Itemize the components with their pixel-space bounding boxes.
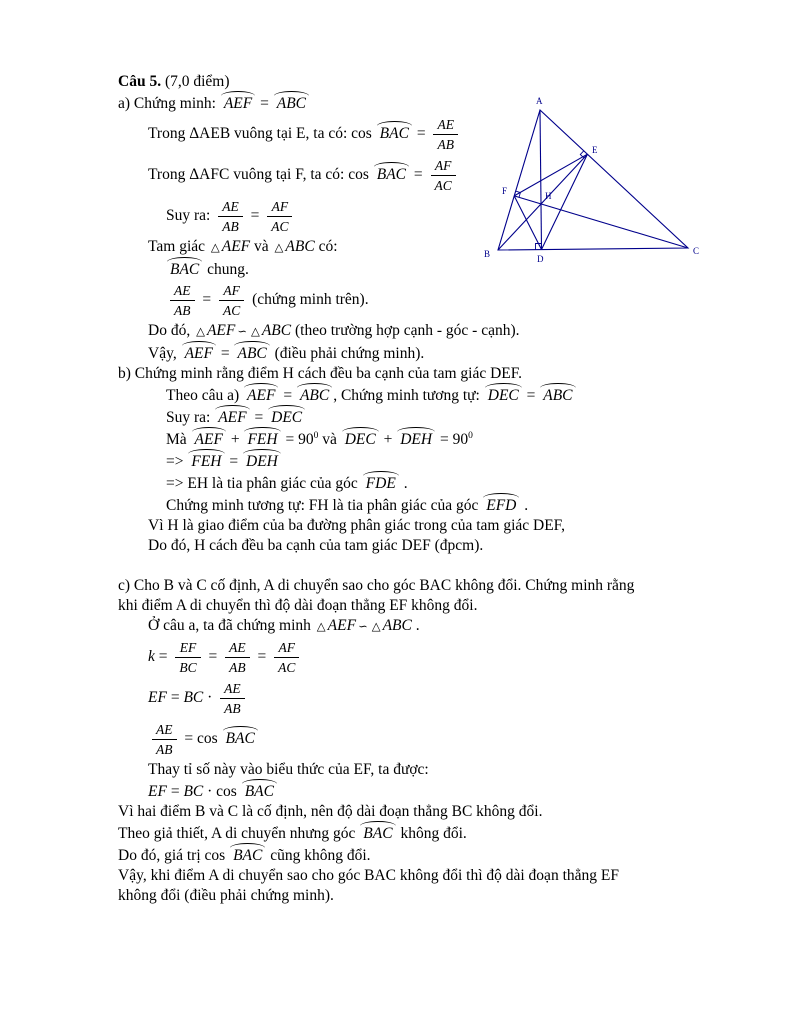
math-symbol: ∽ [358,621,368,633]
text-span: (theo trường hợp cạnh - góc - cạnh). [291,322,520,339]
numerator: AF [274,639,299,658]
text-line [118,450,693,472]
angle-arc: DEC [342,428,379,450]
numerator: AE [433,116,458,135]
denominator: AB [174,303,191,318]
math-symbol: ∽ [237,326,247,338]
math-italic: BC [183,689,204,707]
text-span: cũng không đổi. [266,847,371,864]
text-line [118,616,693,637]
text-span: = [166,689,184,707]
fraction [274,639,299,676]
text-span: Ở câu a, ta đã chứng minh [148,617,315,634]
text-span: không đổi (điều phải chứng minh). [118,887,334,904]
text-span: = [522,387,540,404]
altitude-ad [540,110,542,250]
text-line [118,384,693,406]
text-span: Vì hai điểm B và C là cố định, nên độ dài đoạn thẳng BC không đổi. [118,803,543,820]
text-span: Do đó, H cách đều ba cạnh của tam giác DEF (đpcm). [148,537,484,554]
text-span: Suy ra: [166,207,215,225]
angle-arc: BAC [167,258,202,280]
math-italic: AEF [206,322,236,339]
text-span: = 90 [281,431,314,448]
point-label-c: C [693,246,700,256]
text-span: + [379,431,397,448]
angle-arc: AEF [182,342,216,364]
angle-arc: BAC [242,780,277,802]
text-span: Do đó, [148,322,195,339]
math-symbol: △ [210,242,220,254]
text-span: => EH là tia phân giác của góc [166,475,362,492]
denominator: AB [229,660,246,675]
text-span: Trong ΔAFC vuông tại F, ta có: cos [148,166,373,184]
math-italic: AEF [221,238,251,255]
fraction [433,116,458,153]
fraction [218,198,243,235]
denominator: AB [156,742,173,757]
text-span: c) Cho B và C cố định, A di chuyển sao cho góc BAC không đổi. Chứng minh rằng [118,577,635,594]
math-symbol: △ [371,621,381,633]
text-span: a) Chứng minh: [118,95,220,112]
text-span: = [256,95,273,112]
altitude-cf [514,196,688,248]
text-span: = [279,387,296,404]
numerator: AF [431,157,456,176]
text-span: = [166,783,184,800]
angle-arc: AEF [221,92,255,114]
text-line [118,719,693,760]
altitude-be [498,154,587,250]
point-label-b: B [484,249,491,259]
text-line [118,556,693,576]
text-line [118,494,693,516]
text-span: = [204,648,222,666]
fraction [152,721,177,758]
point-label-a: A [536,96,543,106]
numerator: AE [225,639,250,658]
math-symbol: △ [274,242,284,254]
angle-arc: AEF [215,406,249,428]
text-span: (7,0 điểm) [161,73,230,90]
text-span: khi điểm A di chuyển thì độ dài đoạn thẳng EF không đổi. [118,597,478,614]
text-line [118,321,693,342]
angle-arc: DEC [485,384,522,406]
denominator: AB [222,219,239,234]
triangle-def [514,154,587,249]
text-span: · [203,689,217,707]
text-line [118,780,693,802]
angle-arc: ABC [297,384,332,406]
text-line [118,886,693,906]
angle-arc: AEF [192,428,226,450]
math-symbol: △ [196,326,205,338]
math-symbol: △ [250,326,260,338]
text-line [118,342,693,364]
text-line [118,866,693,886]
fraction [170,282,195,319]
fraction [225,639,250,676]
text-span: . [399,475,408,492]
text-span: . [411,617,420,634]
angle-arc: BAC [360,822,395,844]
numerator: AF [219,282,244,301]
text-span: và [250,238,273,255]
superscript: 0 [468,430,473,441]
text-line [118,428,693,450]
fraction [267,198,292,235]
denominator: AB [224,701,241,716]
numerator: AE [170,282,195,301]
text-span: Do đó, giá trị cos [118,847,230,864]
text-line [118,678,693,719]
text-span: = cos [180,730,222,748]
text-span: Suy ra: [166,409,215,426]
text-span: Vậy, khi điểm A di chuyển sao cho góc BAC không đổi thì độ dài đoạn thẳng EF [118,867,619,884]
text-span: Vì H là giao điểm của ba đường phân giác trong của tam giác DEF, [148,517,565,534]
text-span: , Chứng minh tương tự: [333,387,484,404]
text-span: Mà [166,431,191,448]
text-span: và [318,431,341,448]
angle-arc: ABC [540,384,575,406]
text-span: = [225,453,242,470]
angle-arc: DEH [243,450,281,472]
text-span: (điều phải chứng minh). [270,345,425,362]
text-line [118,280,693,321]
math-italic: ABC [285,238,315,255]
text-span: Vậy, [148,345,181,362]
denominator: BC [179,660,197,675]
fraction [431,157,456,194]
angle-arc: DEH [397,428,435,450]
text-span: · cos [203,783,241,800]
angle-arc: ABC [274,92,309,114]
text-line [118,364,693,384]
text-line [118,760,693,780]
fraction [175,639,200,676]
denominator: AC [434,178,452,193]
text-span: có: [314,238,338,255]
point-label-d: D [537,254,544,264]
text-line [118,472,693,494]
angle-arc: AEF [244,384,278,406]
math-italic: BC [183,783,204,800]
text-span: => [166,453,188,470]
numerator: AE [152,721,177,740]
math-italic: EF [148,783,167,800]
triangle-abc [498,110,688,250]
text-span: b) Chứng minh rằng điểm H cách đều ba cạnh của tam giác DEF. [118,365,523,382]
math-italic: k [148,648,155,666]
text-line [118,576,693,596]
text-span: không đổi. [396,825,467,842]
superscript: 0 [313,430,319,441]
math-italic: AEF [327,617,357,634]
numerator: EF [175,639,200,658]
text-span: . [520,497,529,514]
text-span: = [253,648,271,666]
text-line [118,406,693,428]
text-span: = [412,125,430,143]
angle-arc: ABC [234,342,269,364]
text-line [118,637,693,678]
math-italic: EF [148,689,167,707]
denominator: AC [271,219,289,234]
math-italic: ABC [382,617,412,634]
text-span: = [216,345,234,362]
text-line [118,536,693,556]
triangle-diagram [478,93,708,278]
text-span: = [154,648,172,666]
angle-arc: BAC [223,727,258,749]
text-span: = [410,166,427,184]
point-label-f: F [502,186,508,196]
numerator: AE [218,198,243,217]
text-span: Theo giả thiết, A di chuyển nhưng góc [118,825,360,842]
text-span: = [246,207,264,225]
angle-arc: BAC [377,122,412,144]
denominator: AB [437,137,454,152]
math-italic: ABC [261,322,292,339]
angle-arc: FEH [244,428,280,450]
text-line [118,72,693,92]
angle-arc: EFD [483,494,519,516]
numerator: AF [267,198,292,217]
point-label-h: H [545,191,552,201]
fraction [220,680,245,717]
text-line [118,516,693,536]
text-line [118,822,693,844]
point-label-e: E [592,145,598,155]
text-span: + [226,431,244,448]
text-span: = [198,291,215,309]
denominator: AC [223,303,241,318]
text-span: Theo câu a) [166,387,244,404]
angle-arc: BAC [230,844,265,866]
text-span: chung. [203,261,249,278]
text-span: Thay tỉ số này vào biểu thức của EF, ta được: [148,761,429,778]
diagram-labels [484,96,699,264]
angle-arc: FEH [188,450,224,472]
text-span: Trong ΔAEB vuông tại E, ta có: cos [148,125,376,143]
angle-arc: BAC [374,163,409,185]
numerator: AE [220,680,245,699]
angle-arc: DEC [268,406,305,428]
diagram-lines [498,110,688,250]
denominator: AC [278,660,296,675]
text-line [118,844,693,866]
math-symbol: △ [316,621,326,633]
text-span: Tam giác [148,238,209,255]
text-span: (chứng minh trên). [248,291,369,309]
fraction [219,282,244,319]
text-line [118,596,693,616]
text-span: = [250,409,268,426]
angle-arc: FDE [363,472,399,494]
text-span: = 90 [436,431,469,448]
text-span: Chứng minh tương tự: FH là tia phân giác của góc [166,497,483,514]
text-line [118,802,693,822]
bold-text: Câu 5. [118,73,162,90]
